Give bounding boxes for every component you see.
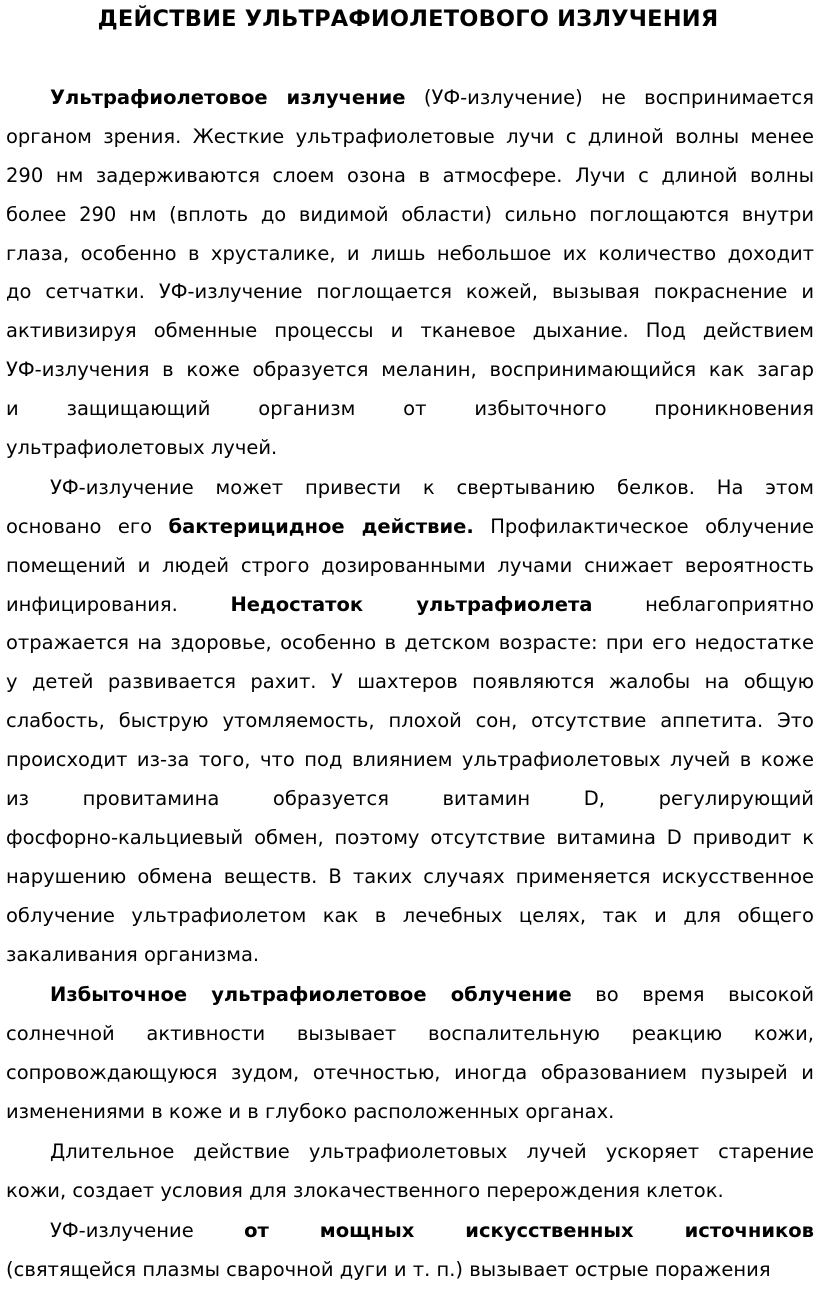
text-line xyxy=(6,586,814,625)
text-run: и защищающий организм от избыточного проникновения xyxy=(6,397,814,421)
text-run: УФ-излучение xyxy=(50,1218,245,1242)
text-run: (УФ-излучение) не воспринимается xyxy=(405,86,814,109)
text-run: УФ-излучения в коже образуется меланин, воспринимающийся как загар xyxy=(6,358,814,382)
text-line xyxy=(6,741,814,780)
text-run: кожи, создает условия для злокачественного перерождения клеток. xyxy=(6,1178,724,1202)
text-line xyxy=(6,390,814,429)
text-run: слабость, быструю утомляемость, плохой сон, отсутствие аппетита. Это xyxy=(6,709,814,733)
bold-text: Ультрафиолетовое излучение xyxy=(50,86,406,109)
bold-text: Избыточное ультрафиолетовое облучение xyxy=(50,983,572,1007)
text-line xyxy=(6,312,814,351)
text-run: 290 нм задерживаются слоем озона в атмосфере. Лучи с длиной волны xyxy=(6,163,814,187)
bold-text: от мощных искусственных источников xyxy=(244,1218,814,1242)
text-run: солнечной активности вызывает воспалительную реакцию кожи, xyxy=(6,1022,814,1046)
text-line xyxy=(6,1251,814,1290)
text-line xyxy=(6,1015,814,1054)
text-run: фосфорно-кальциевый обмен, поэтому отсутствие витамина D приводит к xyxy=(6,825,814,849)
text-run: инфицирования. xyxy=(6,592,231,616)
document-body xyxy=(6,79,814,1290)
paragraph xyxy=(6,79,814,468)
text-run: глаза, особенно в хрусталике, и лишь небольшое их количество доходит xyxy=(6,241,814,265)
text-run: сопровождающуюся зудом, отечностью, иногда образованием пузырей и xyxy=(6,1061,814,1085)
text-line xyxy=(6,897,814,936)
text-run: закаливания организма. xyxy=(6,942,260,966)
text-run: Длительное действие ультрафиолетовых лучей ускоряет старение xyxy=(50,1140,814,1164)
text-run: у детей развивается рахит. У шахтеров появляются жалобы на общую xyxy=(6,670,814,694)
text-run: изменениями в коже и в глубоко расположенных органах. xyxy=(6,1100,615,1124)
document-title: ДЕЙСТВИЕ УЛЬТРАФИОЛЕТОВОГО ИЗЛУЧЕНИЯ xyxy=(97,6,719,32)
text-line xyxy=(6,819,814,858)
text-run: основано его xyxy=(6,514,169,538)
text-run: (святящейся плазмы сварочной дуги и т. п.) вызывает острые поражения xyxy=(6,1257,771,1281)
text-line xyxy=(6,196,814,235)
text-line xyxy=(6,1093,814,1132)
text-line xyxy=(6,936,814,975)
text-run: нарушению обмена веществ. В таких случаях применяется искусственное xyxy=(6,864,814,888)
text-line xyxy=(6,976,814,1015)
text-run: помещений и людей строго дозированными лучами снижает вероятность xyxy=(6,553,814,577)
text-run: Профилактическое облучение xyxy=(473,514,815,538)
text-run: активизируя обменные процессы и тканевое дыхание. Под действием xyxy=(6,319,814,343)
text-line xyxy=(6,1212,814,1251)
text-line xyxy=(6,624,814,663)
text-line xyxy=(6,1172,814,1211)
text-run: облучение ультрафиолетом как в лечебных целях, так и для общего xyxy=(6,903,814,927)
text-line xyxy=(6,858,814,897)
text-line xyxy=(6,702,814,741)
paragraph xyxy=(6,976,814,1132)
text-line xyxy=(6,157,814,196)
text-line xyxy=(6,780,814,819)
text-run: во время высокой xyxy=(571,983,814,1007)
paragraph xyxy=(6,469,814,975)
text-line xyxy=(6,351,814,390)
text-line xyxy=(6,235,814,274)
paragraph xyxy=(6,1212,814,1290)
text-run: из провитамина образуется витамин D, регулирующий xyxy=(6,787,814,811)
text-run: УФ-излучение может привести к свертыванию белков. На этом xyxy=(50,475,814,499)
text-run: ультрафиолетовых лучей. xyxy=(6,436,278,460)
text-line xyxy=(6,547,814,586)
text-run: органом зрения. Жесткие ультрафиолетовые лучи с длиной волны менее xyxy=(6,124,814,148)
bold-text: Недостаток ультрафиолета xyxy=(230,592,593,616)
text-run: более 290 нм (вплоть до видимой области) сильно поглощаются внутри xyxy=(6,202,814,226)
text-line xyxy=(6,79,814,118)
text-run: неблагоприятно xyxy=(592,592,814,616)
text-run: отражается на здоровье, особенно в детском возрасте: при его недостатке xyxy=(6,631,814,655)
bold-text: бактерицидное действие. xyxy=(168,514,474,538)
text-run: происходит из-за того, что под влиянием ультрафиолетовых лучей в коже xyxy=(6,748,814,772)
text-line xyxy=(6,118,814,157)
text-line xyxy=(6,469,814,508)
text-line xyxy=(6,429,814,468)
text-line xyxy=(6,1133,814,1172)
text-line xyxy=(6,273,814,312)
text-line xyxy=(6,1054,814,1093)
text-line xyxy=(6,508,814,547)
paragraph xyxy=(6,1133,814,1211)
text-run: до сетчатки. УФ-излучение поглощается кожей, вызывая покраснение и xyxy=(6,280,814,304)
text-line xyxy=(6,663,814,702)
